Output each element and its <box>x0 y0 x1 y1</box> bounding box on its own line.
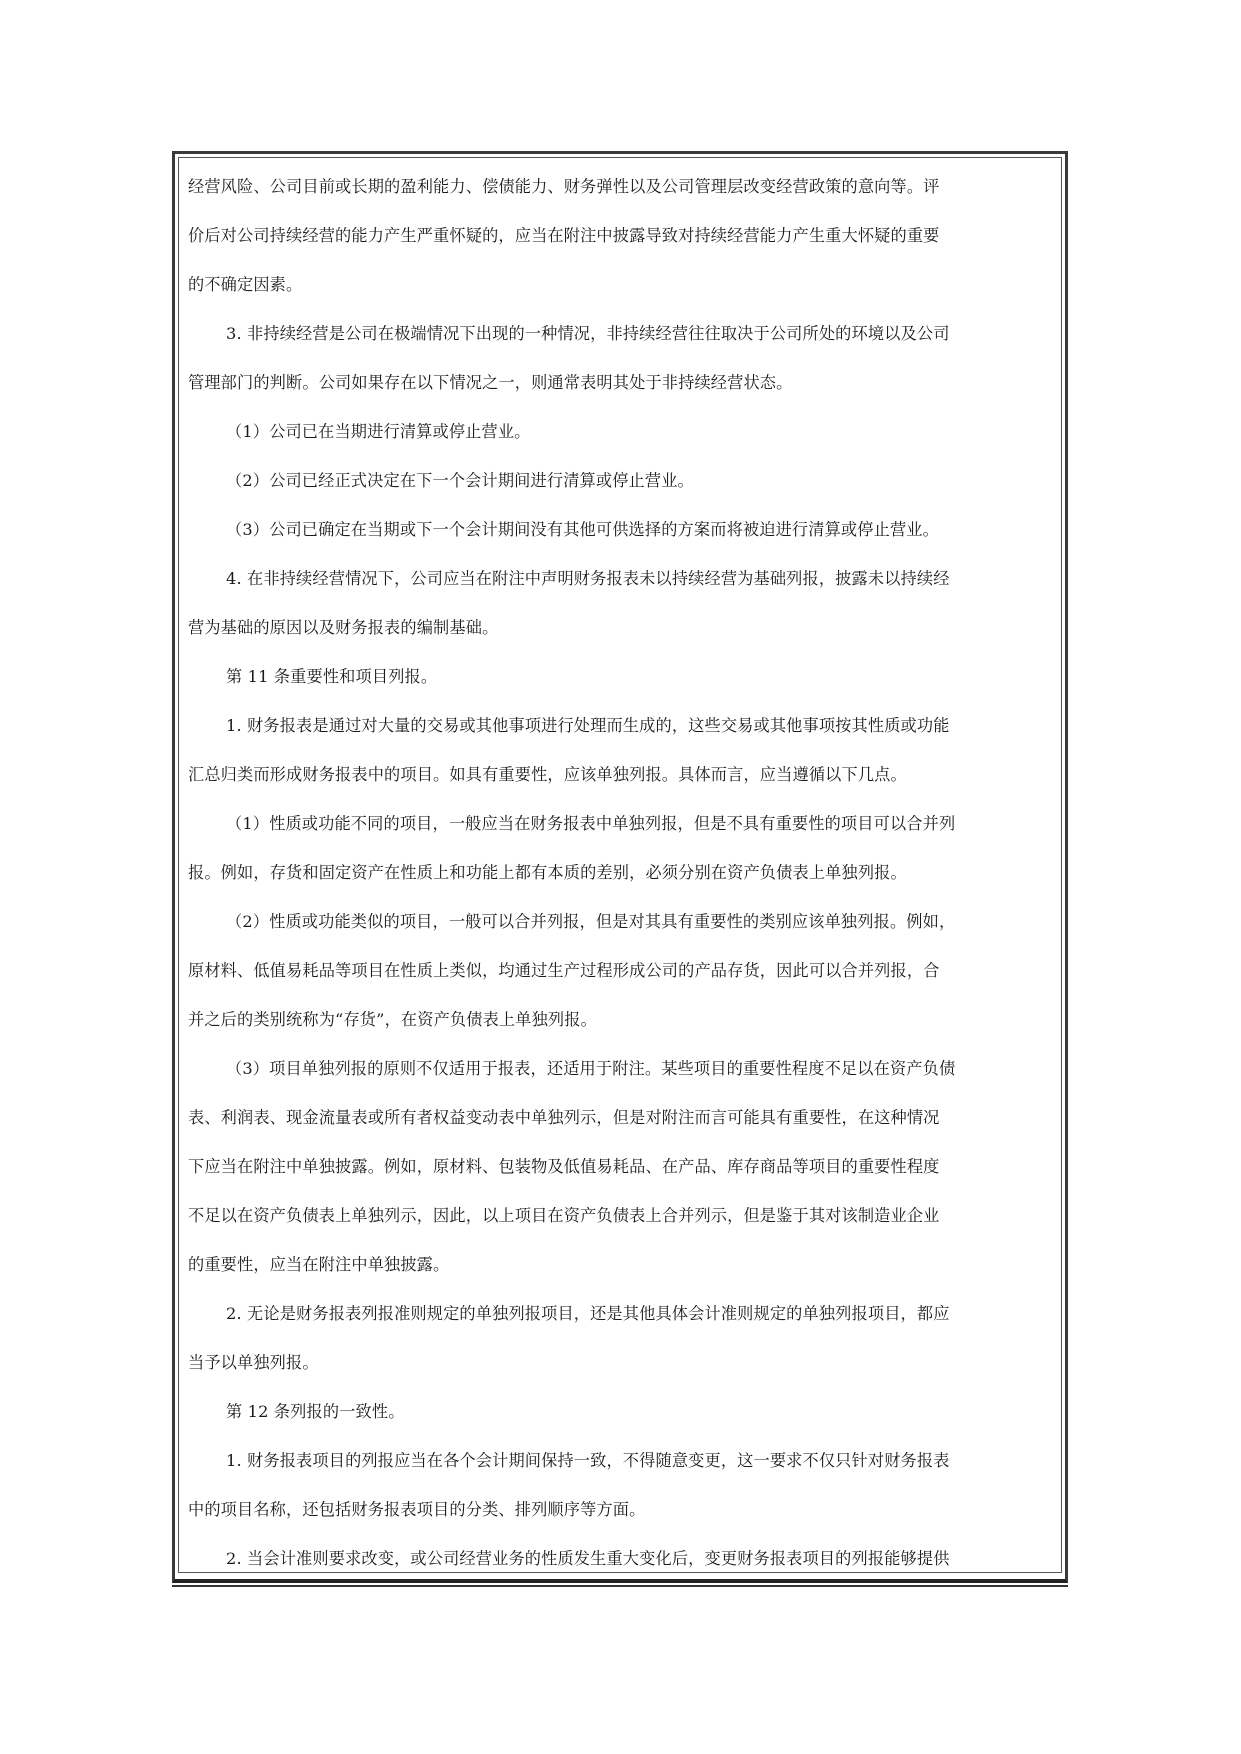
text-line: （3）项目单独列报的原则不仅适用于报表，还适用于附注。某些项目的重要性程度不足以在资产负债 <box>226 1059 956 1078</box>
section-heading: 第 12 条列报的一致性。 <box>226 1402 405 1421</box>
text-line: 表、利润表、现金流量表或所有者权益变动表中单独列示，但是对附注而言可能具有重要性，在这种情况 <box>188 1108 940 1127</box>
text-line: 原材料、低值易耗品等项目在性质上类似，均通过生产过程形成公司的产品存货，因此可以合并列报，合 <box>188 961 940 980</box>
text-line: 下应当在附注中单独披露。例如，原材料、包装物及低值易耗品、在产品、库存商品等项目的重要性程度 <box>188 1157 940 1176</box>
text-line: （2）性质或功能类似的项目，一般可以合并列报，但是对其具有重要性的类别应该单独列报。例如， <box>226 912 956 931</box>
text-line: 经营风险、公司目前或长期的盈利能力、偿债能力、财务弹性以及公司管理层改变经营政策的意向等。评 <box>188 177 940 196</box>
text-line: 中的项目名称，还包括财务报表项目的分类、排列顺序等方面。 <box>188 1500 646 1519</box>
text-line: 营为基础的原因以及财务报表的编制基础。 <box>188 618 499 637</box>
text-line: 的重要性，应当在附注中单独披露。 <box>188 1255 450 1274</box>
text-line: （2）公司已经正式决定在下一个会计期间进行清算或停止营业。 <box>226 471 694 490</box>
text-line: 2. 无论是财务报表列报准则规定的单独列报项目，还是其他具体会计准则规定的单独列报项目，都应 <box>226 1304 950 1323</box>
text-line: 1. 财务报表项目的列报应当在各个会计期间保持一致，不得随意变更，这一要求不仅只针对财务报表 <box>226 1451 950 1470</box>
text-line: （1）公司已在当期进行清算或停止营业。 <box>226 422 531 441</box>
page-frame-bottom-rule <box>172 1585 1068 1587</box>
text-line: 价后对公司持续经营的能力产生严重怀疑的，应当在附注中披露导致对持续经营能力产生重大怀疑的重要 <box>188 226 940 245</box>
document-body <box>188 162 1055 1583</box>
text-line: （1）性质或功能不同的项目，一般应当在财务报表中单独列报，但是不具有重要性的项目可以合并列 <box>226 814 956 833</box>
text-line: 4. 在非持续经营情况下，公司应当在附注中声明财务报表未以持续经营为基础列报，披露未以持续经 <box>226 569 950 588</box>
text-line: 不足以在资产负债表上单独列示，因此，以上项目在资产负债表上合并列示，但是鉴于其对该制造业企业 <box>188 1206 940 1225</box>
text-line: 管理部门的判断。公司如果存在以下情况之一，则通常表明其处于非持续经营状态。 <box>188 373 793 392</box>
text-line: 1. 财务报表是通过对大量的交易或其他事项进行处理而生成的，这些交易或其他事项按其性质或功能 <box>226 716 950 735</box>
text-line: 汇总归类而形成财务报表中的项目。如具有重要性，应该单独列报。具体而言，应当遵循以下几点。 <box>188 765 907 784</box>
text-line: 并之后的类别统称为“存货”，在资产负债表上单独列报。 <box>188 1010 597 1029</box>
text-line: 当予以单独列报。 <box>188 1353 319 1372</box>
section-heading: 第 11 条重要性和项目列报。 <box>226 667 438 686</box>
text-line: 3. 非持续经营是公司在极端情况下出现的一种情况，非持续经营往往取决于公司所处的环境以及公司 <box>226 324 950 343</box>
text-line: 的不确定因素。 <box>188 275 303 294</box>
text-line: （3）公司已确定在当期或下一个会计期间没有其他可供选择的方案而将被迫进行清算或停止营业。 <box>226 520 939 539</box>
text-line: 报。例如，存货和固定资产在性质上和功能上都有本质的差别，必须分别在资产负债表上单独列报。 <box>188 863 907 882</box>
text-line: 2. 当会计准则要求改变，或公司经营业务的性质发生重大变化后，变更财务报表项目的列报能够提供 <box>226 1549 950 1568</box>
